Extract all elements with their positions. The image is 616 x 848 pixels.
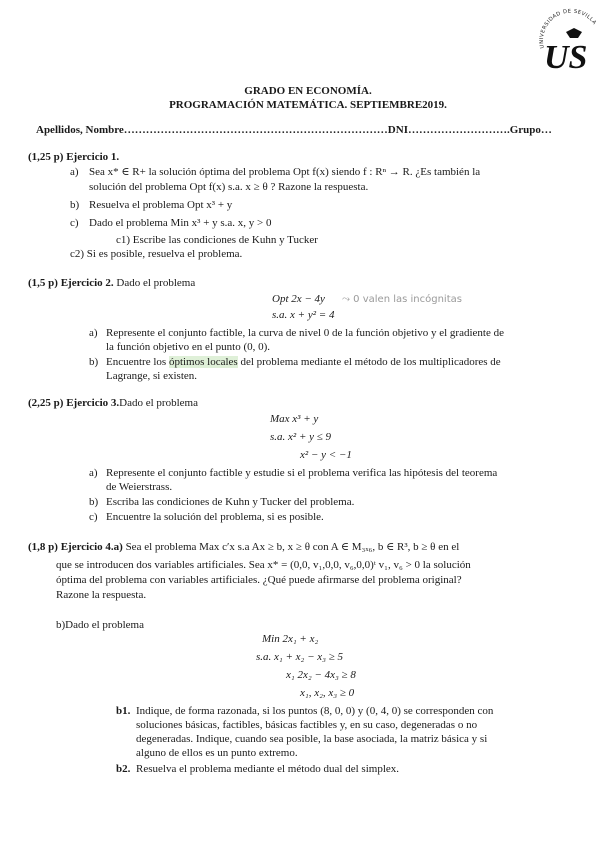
ex4-line2: que se introducen dos variables artificiales. Sea x* = (0,0, v₁,0,0, v₆,0,0)ᵗ v₁, v₆ > 0 la solución — [56, 559, 471, 571]
ex3-c-label: c) — [89, 511, 98, 523]
ex3-b-label: b) — [89, 496, 99, 508]
exam-title-line1: GRADO EN ECONOMÍA. — [244, 85, 372, 97]
ex1-a-label: a) — [70, 166, 79, 178]
ex4-objective: Min 2x₁ + x₂ — [262, 633, 319, 645]
ex1-a-line1: Sea x* ∈ R+ la solución óptima del problema Opt f(x) siendo f : Rⁿ → R. ¿Es también la — [89, 166, 481, 178]
exam-title-line2: PROGRAMACIÓN MATEMÁTICA. SEPTIEMBRE2019. — [169, 99, 447, 111]
ex3-b-text: Escriba las condiciones de Kuhn y Tucker del problema. — [106, 496, 355, 508]
ex4-b1-line3: degeneradas. Indique, cuando sea posible, la base asociada, la matriz básica y si — [136, 733, 488, 745]
ex2-b-line1 — [106, 355, 501, 369]
ex1-c1-text: c1) Escribe las condiciones de Kuhn y Tucker — [116, 234, 318, 246]
ex2-pencil-note: ⤳ 0 valen las incógnitas — [342, 294, 462, 305]
ex4-constraint2: x₁ 2x₂ − 4x₃ ≥ 8 — [286, 669, 356, 681]
ex3-heading-row — [28, 396, 198, 410]
ex4-b1-line2: soluciones básicas, factibles, básicas factibles y, en su caso, degeneradas o no — [136, 719, 478, 731]
ex2-heading: (1,5 p) Ejercicio 2. — [28, 277, 114, 289]
ex4-b2-label: b2. — [116, 763, 131, 775]
ex2-a-line2: la función objetivo en el punto (0, 0). — [106, 341, 271, 353]
ex3-objective: Max x³ + y — [270, 413, 319, 425]
ex4-b1-line1: Indique, de forma razonada, si los puntos (8, 0, 0) y (0, 4, 0) se corresponden con — [136, 705, 494, 717]
ex3-a-label: a) — [89, 467, 98, 479]
ex2-b-pre: Encuentre los — [106, 356, 169, 368]
ex2-b-post: del problema mediante el método de los multiplicadores de — [237, 356, 501, 368]
university-logo — [536, 8, 604, 76]
ex2-b-highlight: óptimos locales — [168, 356, 238, 368]
logo-letters: US — [544, 39, 588, 76]
ex3-a-line2: de Weierstrass. — [106, 481, 173, 493]
ex2-intro: Dado el problema — [116, 277, 196, 289]
ex4-nonneg: x₁, x₂, x₃ ≥ 0 — [300, 687, 355, 699]
ex4-heading: (1,8 p) Ejercicio 4.a) — [28, 541, 123, 553]
logo-arc-text: UNIVERSIDAD DE SEVILLA — [538, 8, 598, 49]
ex4-line1: Sea el problema Max c′x s.a Ax ≥ b, x ≥ θ con A ∈ M₃ₓ₆, b ∈ R³, b ≥ θ en el — [125, 541, 460, 553]
ex4-b-intro: b)Dado el problema — [56, 619, 144, 631]
ex2-a-label: a) — [89, 327, 98, 339]
ex4-line1-row — [28, 540, 459, 554]
student-fields: Apellidos, Nombre………………………………………………………………DNI……………………….Grupo… — [36, 124, 552, 136]
ex1-c2-text: c2) Si es posible, resuelva el problema. — [70, 248, 243, 260]
ex2-heading-row — [28, 276, 195, 290]
ex4-line3: óptima del problema con variables artificiales. ¿Qué puede afirmarse del problema original? — [56, 574, 462, 586]
ex2-a-line1: Represente el conjunto factible, la curva de nivel 0 de la función objetivo y el gradiente de — [106, 327, 504, 339]
ex3-heading: (2,25 p) Ejercicio 3. — [28, 397, 120, 409]
ex2-b-label: b) — [89, 356, 99, 368]
ex1-c-text: Dado el problema Min x³ + y s.a. x, y > 0 — [89, 217, 272, 229]
ex2-constraint: s.a. x + y² = 4 — [272, 309, 335, 321]
ex1-heading: (1,25 p) Ejercicio 1. — [28, 151, 120, 163]
ex1-a-line2: solución del problema Opt f(x) s.a. x ≥ θ ? Razone la respuesta. — [89, 181, 369, 193]
ex4-b1-label: b1. — [116, 705, 131, 717]
ex3-constraint2: x² − y < −1 — [300, 449, 352, 461]
ex1-b-text: Resuelva el problema Opt x³ + y — [89, 199, 233, 211]
ex2-objective: Opt 2x − 4y — [272, 293, 325, 305]
ex3-c-text: Encuentre la solución del problema, si es posible. — [106, 511, 324, 523]
ex4-line4: Razone la respuesta. — [56, 589, 147, 601]
ex1-b-label: b) — [70, 199, 80, 211]
ex1-c-label: c) — [70, 217, 79, 229]
ex4-b1-line4: alguno de ellos es un punto extremo. — [136, 747, 298, 759]
ex4-constraint1: s.a. x₁ + x₂ − x₃ ≥ 5 — [256, 651, 344, 663]
ex2-b-line2: Lagrange, si existen. — [106, 370, 198, 382]
ex3-constraint1: s.a. x² + y ≤ 9 — [270, 431, 332, 443]
ex3-intro: Dado el problema — [119, 397, 198, 409]
ex4-b2-text: Resuelva el problema mediante el método dual del simplex. — [136, 763, 400, 775]
ex3-a-line1: Represente el conjunto factible y estudie si el problema verifica las hipótesis del teorema — [106, 467, 498, 479]
